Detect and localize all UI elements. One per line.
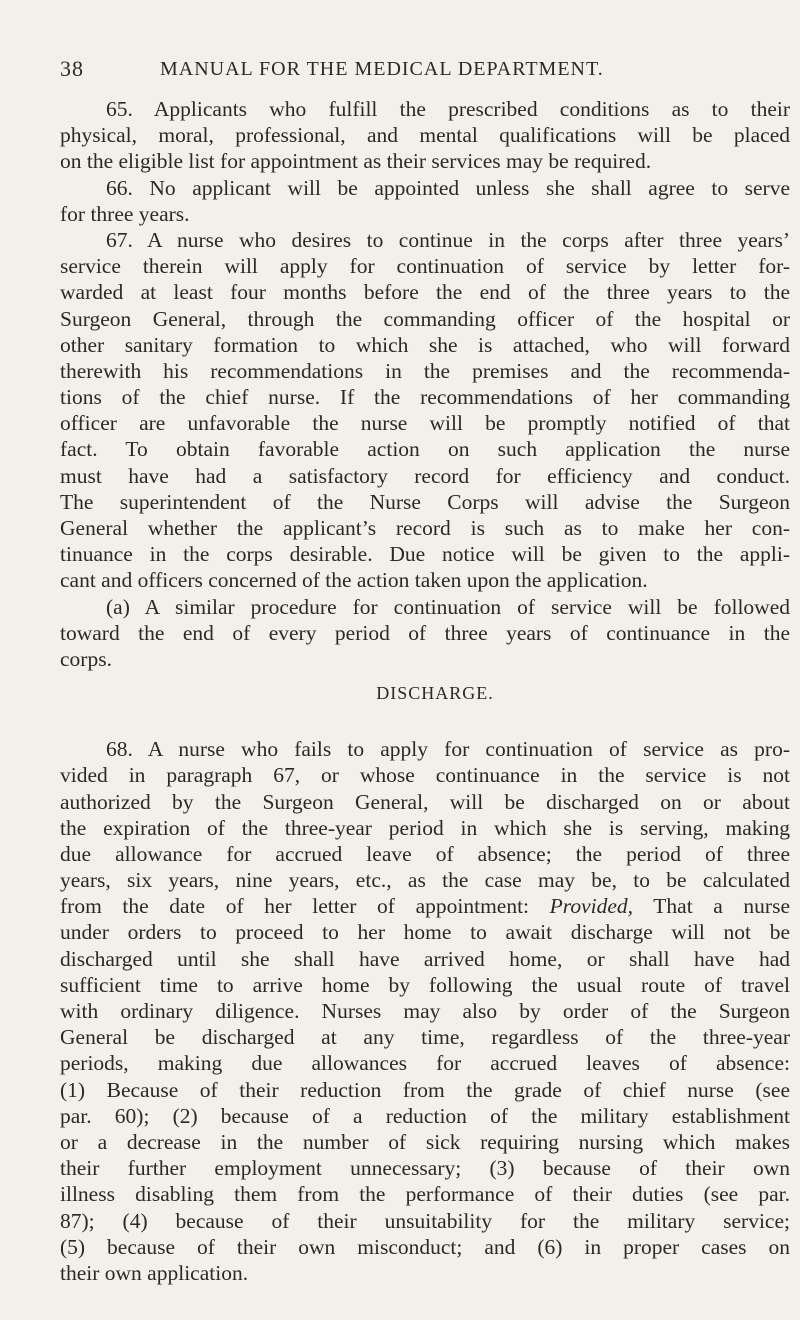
- italic-text: Provided,: [549, 894, 634, 919]
- text-line: other sanitary formation to which she is attached, who will forward: [60, 332, 790, 357]
- text-line: vided in paragraph 67, or whose continuance in the service is not: [60, 763, 790, 788]
- text-line: physical, moral, professional, and mental qualifications will be placed: [60, 123, 790, 148]
- paragraph: [60, 227, 790, 594]
- text-line: par. 60); (2) because of a reduction of the military establishment: [60, 1103, 790, 1128]
- text-line: 67. A nurse who desires to continue in the corps after three years’: [106, 227, 790, 252]
- text-line: General be discharged at any time, regardless of the three-year: [60, 1025, 790, 1050]
- text-line: for three years.: [60, 201, 190, 226]
- text-line: Surgeon General, through the commanding officer of the hospital or: [60, 306, 790, 331]
- text-line: tions of the chief nurse. If the recommendations of her commanding: [60, 385, 790, 410]
- text-line: 66. No applicant will be appointed unless she shall agree to serve: [106, 175, 790, 200]
- text-line: [60, 893, 790, 919]
- text-line: therewith his recommendations in the premises and the recommenda-: [60, 358, 790, 383]
- text-line: (5) because of their own misconduct; and (6) in proper cases on: [60, 1234, 790, 1259]
- page-number: 38: [60, 56, 84, 81]
- text-line: must have had a satisfactory record for efficiency and conduct.: [60, 463, 790, 488]
- text-line: cant and officers concerned of the action taken upon the application.: [60, 568, 648, 593]
- text-line: years, six years, nine years, etc., as the case may be, to be calculated: [60, 868, 790, 893]
- text-line: authorized by the Surgeon General, will be discharged on or about: [60, 789, 790, 814]
- text-line: General whether the applicant’s record is such as to make her con-: [60, 516, 790, 540]
- text-line: warded at least four months before the end of the three years to the: [60, 280, 790, 305]
- paragraph: [60, 736, 790, 1286]
- text-line: corps.: [60, 646, 112, 671]
- text-line: discharged until she shall have arrived home, or shall have had: [60, 946, 790, 971]
- text-line: with ordinary diligence. Nurses may also by order of the Surgeon: [60, 999, 790, 1023]
- text-line: (1) Because of their reduction from the grade of chief nurse (see: [60, 1077, 790, 1102]
- paragraph: [60, 594, 790, 673]
- section-heading-wrap: [60, 680, 790, 706]
- text-line: officer are unfavorable the nurse will be promptly notified of that: [60, 411, 790, 436]
- text-line: or a decrease in the number of sick requiring nursing which makes: [60, 1129, 790, 1154]
- text-line: their further employment unnecessary; (3) because of their own: [60, 1156, 790, 1181]
- text-line: (a) A similar procedure for continuation of service will be followed: [106, 594, 790, 619]
- text-line: due allowance for accrued leave of absence; the period of three: [60, 841, 790, 866]
- text-line: tinuance in the corps desirable. Due notice will be given to the appli-: [60, 542, 790, 567]
- text-line: under orders to proceed to her home to await discharge will not be: [60, 920, 790, 945]
- text-line: the expiration of the three-year period in which she is serving, making: [60, 815, 790, 840]
- text-line: 68. A nurse who fails to apply for continuation of service as pro-: [106, 737, 790, 762]
- text-line: The superintendent of the Nurse Corps will advise the Surgeon: [60, 489, 790, 514]
- text-line: illness disabling them from the performance of their duties (see par.: [60, 1182, 790, 1207]
- text-line: their own application.: [60, 1260, 249, 1285]
- paragraph: [60, 175, 790, 227]
- text-segment: from the date of her letter of appointment:: [60, 894, 550, 919]
- text-line: toward the end of every period of three years of continuance in the: [60, 620, 790, 645]
- document-body: [60, 96, 790, 1286]
- paragraph: [60, 96, 790, 175]
- text-line: sufficient time to arrive home by following the usual route of travel: [60, 972, 790, 997]
- text-line: periods, making due allowances for accrued leaves of absence:: [60, 1051, 790, 1076]
- text-line: on the eligible list for appointment as their services may be required.: [60, 149, 652, 174]
- text-line: service therein will apply for continuation of service by letter for-: [60, 254, 790, 279]
- text-line: 87); (4) because of their unsuitability for the military service;: [60, 1208, 790, 1233]
- page-header: [60, 56, 760, 84]
- text-segment: That a nurse: [633, 894, 790, 919]
- text-line: 65. Applicants who fulfill the prescribed conditions as to their: [106, 97, 790, 121]
- section-heading: DISCHARGE.: [376, 683, 494, 704]
- running-title: MANUAL FOR THE MEDICAL DEPARTMENT.: [160, 58, 604, 80]
- text-line: fact. To obtain favorable action on such application the nurse: [60, 437, 790, 462]
